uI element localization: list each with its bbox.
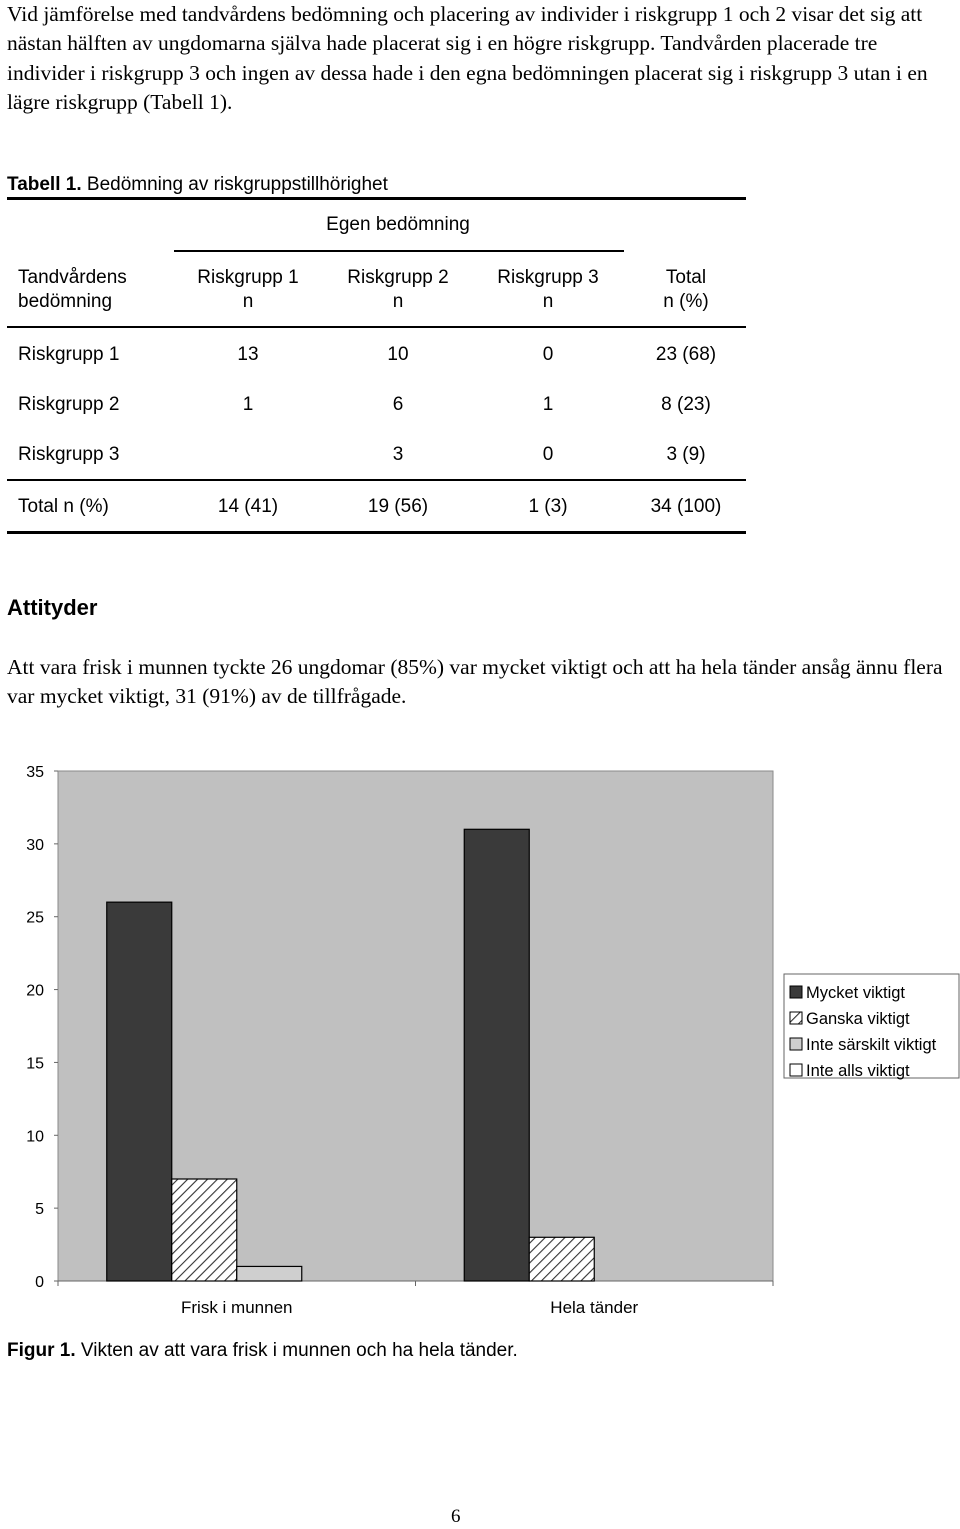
- table-cell: 13: [237, 344, 259, 365]
- group-header: Egen bedömning: [326, 214, 470, 235]
- table-cell: 23 (68): [655, 344, 717, 365]
- attitude-paragraph: Att vara frisk i munnen tyckte 26 ungdomar (85%) var mycket viktigt och att ha hela tänder ansåg ännu flera var mycket viktigt, 31 (91%) av de tillfrågade.: [7, 655, 943, 709]
- figure-caption-text: Vikten av att vara frisk i munnen och ha hela tänder.: [75, 1340, 518, 1361]
- y-tick-label: 15: [26, 1055, 44, 1073]
- table-cell: 19 (56): [367, 496, 429, 517]
- table-cell: 34 (100): [650, 496, 722, 517]
- table-cell: 8 (23): [661, 394, 711, 415]
- y-tick-label: 35: [26, 764, 44, 781]
- column-header-riskgrupp-1-unit: n: [242, 291, 254, 312]
- table-cell: 1: [542, 394, 554, 415]
- legend-swatch: [790, 1064, 802, 1076]
- y-tick-label: 20: [26, 982, 44, 1000]
- legend-swatch: [790, 1038, 802, 1050]
- legend-label: Ganska viktigt: [806, 1010, 910, 1028]
- table-cell: 14 (41): [217, 496, 279, 517]
- table-cell: 0: [542, 344, 554, 365]
- y-tick-label: 0: [35, 1274, 44, 1291]
- table-caption-text: Bedömning av riskgruppstillhörighet: [81, 174, 388, 195]
- bar: [107, 902, 172, 1281]
- table-cell: 0: [542, 444, 554, 465]
- row-label-total: Total n (%): [18, 496, 109, 517]
- legend-swatch: [790, 986, 802, 998]
- table-caption-label: Tabell 1.: [7, 174, 82, 195]
- table-cell: 10: [387, 344, 409, 365]
- y-tick-label: 5: [35, 1201, 44, 1219]
- row-label-riskgrupp-1: Riskgrupp 1: [18, 344, 120, 365]
- table-cell: 1: [242, 394, 254, 415]
- column-header-riskgrupp-2-unit: n: [392, 291, 404, 312]
- row-label-riskgrupp-3: Riskgrupp 3: [18, 444, 120, 465]
- legend-label: Inte särskilt viktigt: [806, 1036, 937, 1054]
- column-header-riskgrupp-2: Riskgrupp 2: [347, 267, 449, 288]
- bar: [464, 829, 529, 1281]
- table-cell: 3 (9): [666, 444, 706, 465]
- table-cell: 3: [392, 444, 404, 465]
- section-heading: Attityder: [7, 595, 98, 620]
- x-category-label: Frisk i munnen: [181, 1298, 293, 1317]
- row-header-line2: bedömning: [18, 291, 113, 312]
- y-tick-label: 25: [26, 909, 44, 927]
- column-header-total-unit: n (%): [663, 291, 709, 312]
- page-number: 6: [451, 1506, 461, 1527]
- legend-swatch: [790, 1012, 802, 1024]
- y-tick-label: 10: [26, 1128, 44, 1146]
- legend-label: Inte alls viktigt: [806, 1062, 910, 1080]
- bar: [529, 1237, 594, 1281]
- legend-label: Mycket viktigt: [806, 984, 906, 1002]
- x-category-label: Hela tänder: [550, 1298, 639, 1317]
- bar: [172, 1179, 237, 1281]
- bar: [237, 1266, 302, 1281]
- intro-paragraph: Vid jämförelse med tandvårdens bedömning och placering av individer i riskgrupp 1 och 2 visar det sig att nästan hälften av ungdomarna själva hade placerat sig i en högre riskgrupp. Tandvården placerade tre individer i riskgrupp 3 och ingen av dessa hade i den egna bedömningen placerat sig i riskgrupp 3 utan i en lägre riskgrupp (Tabell 1).: [7, 2, 928, 114]
- figure-caption: [7, 1339, 518, 1363]
- row-header-line1: Tandvårdens: [18, 267, 127, 288]
- column-header-total: Total: [665, 267, 707, 288]
- table-cell: 1 (3): [528, 496, 568, 517]
- row-label-riskgrupp-2: Riskgrupp 2: [18, 394, 120, 415]
- column-header-riskgrupp-3-unit: n: [542, 291, 554, 312]
- y-tick-label: 30: [26, 836, 44, 854]
- table-cell: 6: [392, 394, 404, 415]
- figure-caption-label: Figur 1.: [7, 1340, 76, 1361]
- column-header-riskgrupp-3: Riskgrupp 3: [497, 267, 599, 288]
- column-header-riskgrupp-1: Riskgrupp 1: [197, 267, 299, 288]
